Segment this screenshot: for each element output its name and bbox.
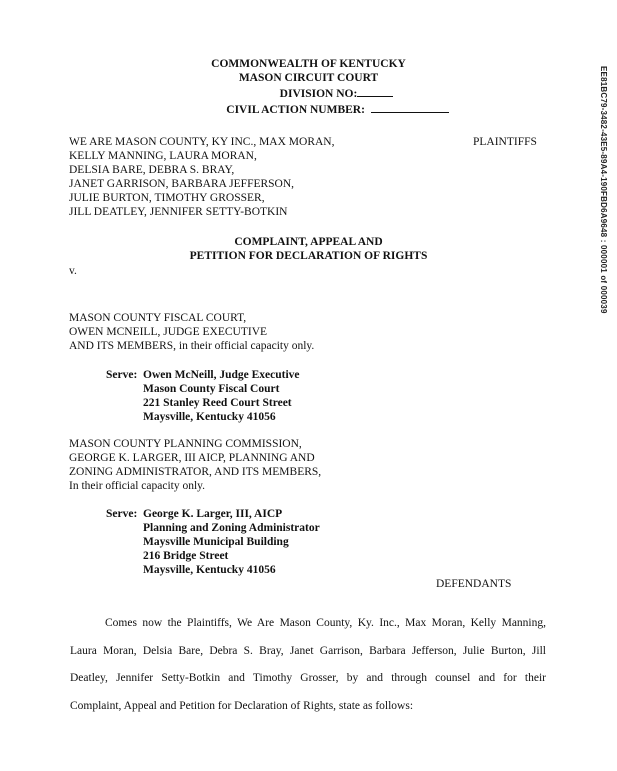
commonwealth-line: COMMONWEALTH OF KENTUCKY: [211, 58, 406, 70]
defendants-label: DEFENDANTS: [436, 578, 512, 590]
plaintiff-line: WE ARE MASON COUNTY, KY INC., MAX MORAN,: [69, 136, 335, 148]
versus: v.: [69, 265, 77, 277]
paragraph-line: Deatley, Jennifer Setty-Botkin and Timothy Grosser, by and through counsel and for their: [70, 672, 546, 684]
serve-address-2: [143, 507, 320, 577]
serve-line: 221 Stanley Reed Court Street: [143, 397, 292, 409]
plaintiff-line: DELSIA BARE, DEBRA S. BRAY,: [69, 164, 235, 176]
opening-paragraph: [70, 616, 546, 726]
plaintiff-line: JANET GARRISON, BARBARA JEFFERSON,: [69, 178, 295, 190]
defendant-line: In their official capacity only.: [69, 480, 206, 492]
civil-action-line: [0, 101, 617, 117]
document-title: [0, 235, 617, 263]
defendant-line: AND ITS MEMBERS, in their official capacity only.: [69, 340, 315, 352]
circuit-court-line: MASON CIRCUIT COURT: [238, 72, 379, 84]
serve-line: 216 Bridge Street: [143, 550, 229, 562]
civil-action-blank: [371, 101, 449, 113]
division-blank: [357, 85, 393, 97]
title-line: COMPLAINT, APPEAL AND: [234, 236, 383, 248]
defendant-1-block: [69, 311, 314, 353]
serve-line: Mason County Fiscal Court: [143, 383, 280, 395]
division-line: [0, 85, 617, 101]
serve-line: Maysville, Kentucky 41056: [143, 564, 276, 576]
defendant-2-block: [69, 437, 321, 493]
serve-line: George K. Larger, III, AICP: [143, 508, 283, 520]
division-label: DIVISION NO:: [279, 88, 358, 100]
civil-action-label: CIVIL ACTION NUMBER:: [226, 104, 365, 116]
serve-address-1: [143, 368, 300, 424]
serve-line: Maysville, Kentucky 41056: [143, 411, 276, 423]
defendant-line: OWEN MCNEILL, JUDGE EXECUTIVE: [69, 326, 268, 338]
plaintiff-line: KELLY MANNING, LAURA MORAN,: [69, 150, 257, 162]
court-caption: [0, 57, 617, 117]
defendant-line: ZONING ADMINISTRATOR, AND ITS MEMBERS,: [69, 466, 322, 478]
plaintiff-line: JULIE BURTON, TIMOTHY GROSSER,: [69, 192, 265, 204]
serve-label: Serve:: [106, 508, 138, 520]
defendant-line: GEORGE K. LARGER, III AICP, PLANNING AND: [69, 452, 315, 464]
plaintiff-line: JILL DEATLEY, JENNIFER SETTY-BOTKIN: [69, 206, 288, 218]
paragraph-line: Complaint, Appeal and Petition for Declaration of Rights, state as follows:: [70, 699, 414, 712]
serve-line: Owen McNeill, Judge Executive: [143, 369, 300, 381]
defendant-line: MASON COUNTY PLANNING COMMISSION,: [69, 438, 302, 450]
paragraph-line: Comes now the Plaintiffs, We Are Mason County, Ky. Inc., Max Moran, Kelly Manning,: [105, 617, 546, 629]
plaintiffs-label: PLAINTIFFS: [473, 136, 537, 148]
serve-line: Maysville Municipal Building: [143, 536, 289, 548]
serve-label: Serve:: [106, 369, 138, 381]
paragraph-line: Laura Moran, Delsia Bare, Debra S. Bray, Janet Garrison, Barbara Jefferson, Julie Burton, Jill: [70, 644, 546, 657]
title-line: PETITION FOR DECLARATION OF RIGHTS: [189, 250, 428, 262]
serve-line: Planning and Zoning Administrator: [143, 522, 320, 534]
plaintiffs-block: [69, 135, 334, 219]
document-identifier: EE81BC79-3482-43E5-89A4-190FBD6A9648 : 000001 of 000039: [599, 66, 608, 314]
defendant-line: MASON COUNTY FISCAL COURT,: [69, 312, 247, 324]
